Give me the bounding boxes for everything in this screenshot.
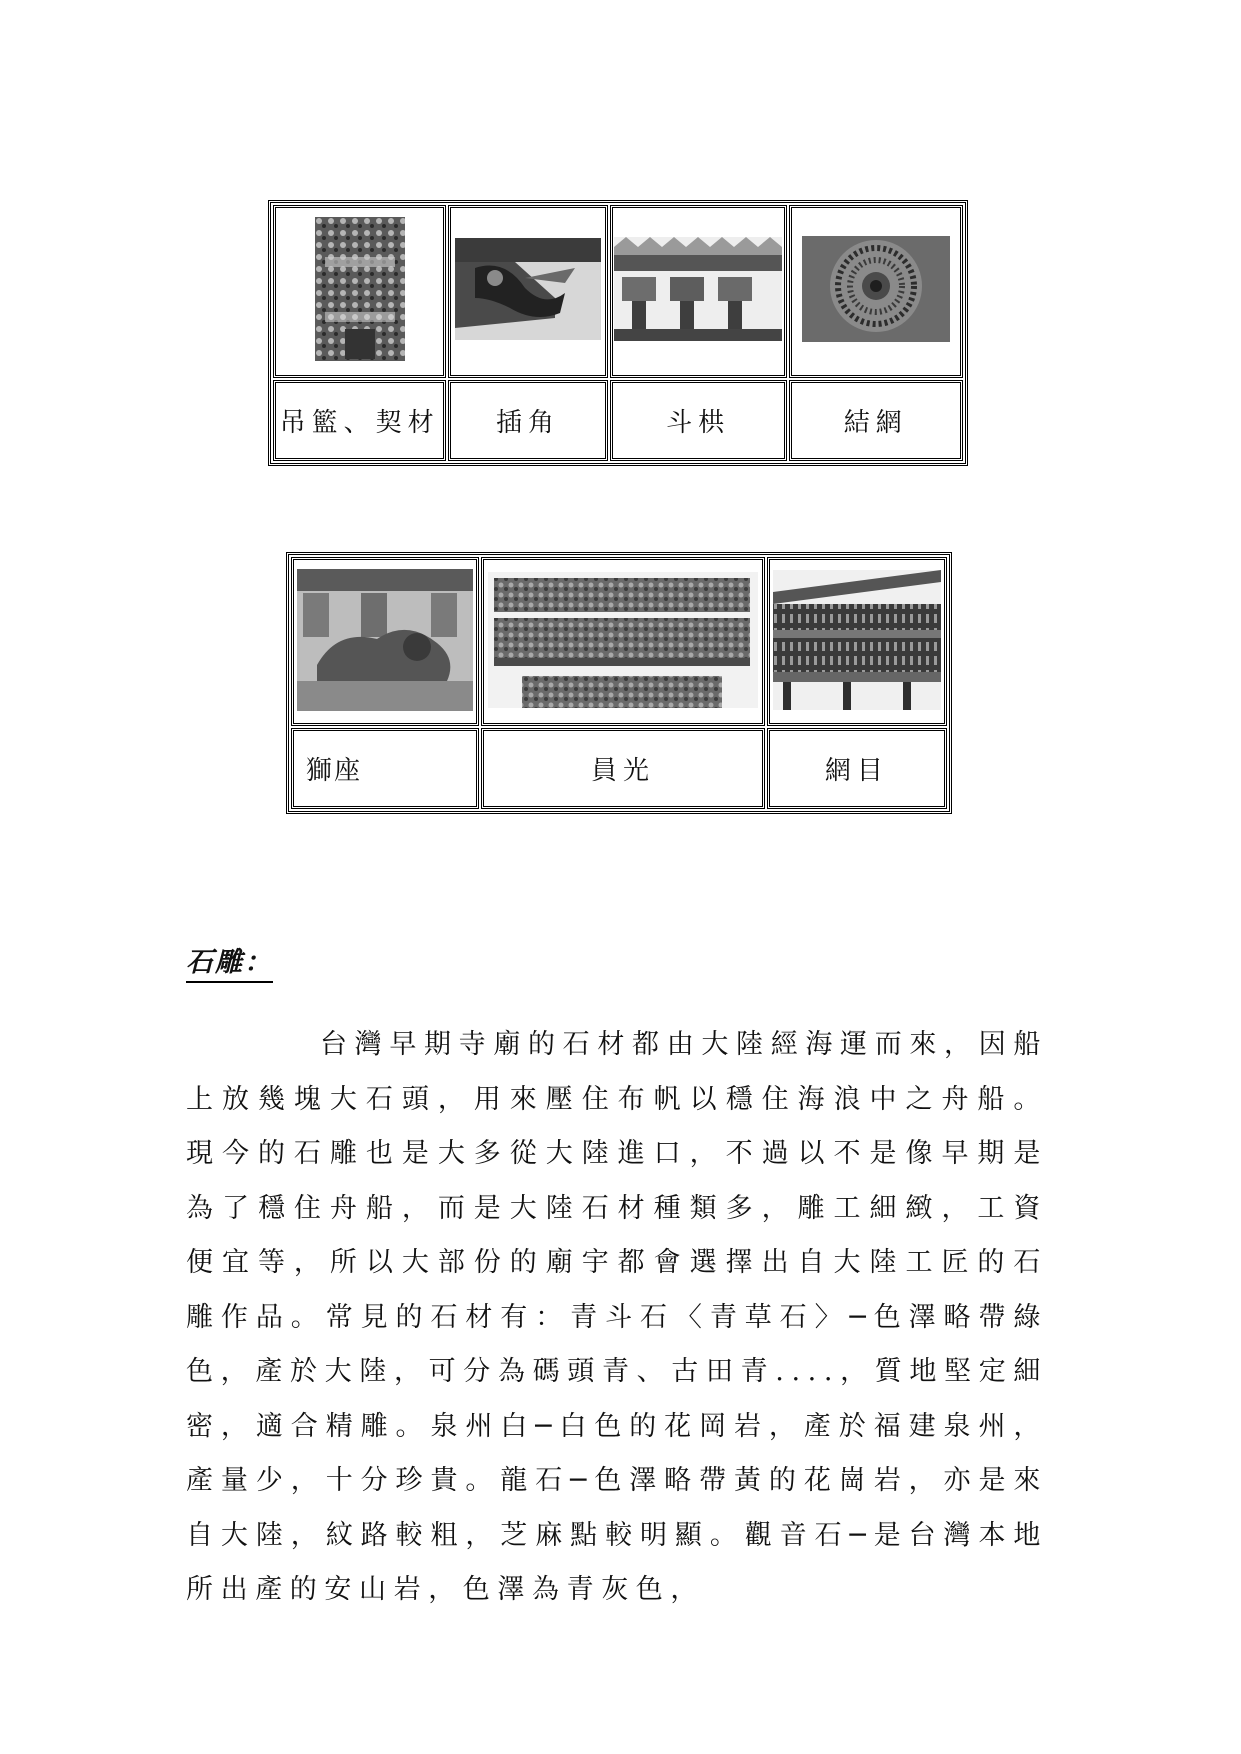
caption-dougong: 斗栱 [610, 380, 787, 461]
photo-cell [448, 205, 607, 378]
caption-caisson: 結網 [789, 380, 963, 461]
photo-cell [273, 205, 446, 378]
section-heading: 石雕： [186, 940, 273, 983]
wood-carving-figure-table [268, 200, 968, 466]
photo-cell [481, 557, 764, 726]
corner-brace-carving-photo [455, 238, 601, 340]
body-paragraph: 台灣早期寺廟的石材都由大陸經海運而來，因船上放幾塊大石頭，用來壓住布帆以穩住海浪中之舟船。現今的石雕也是大多從大陸進口，不過以不是像早期是為了穩住舟船，而是大陸石材種類多，雕工細緻，工資便宜等，所以大部份的廟宇都會選擇出自大陸工匠的石雕作品。常見的石材有：青斗石〈青草石〉─色澤略帶綠色，產於大陸，可分為碼頭青、古田青....，質地堅定細密，適合精雕。泉州白─白色的花岡岩，產於福建泉州，產量少，十分珍貴。龍石─色澤略帶黃的花崗岩，亦是來自大陸，紋路較粗，芝麻點較明顯。觀音石─是台灣本地所出產的安山岩，色澤為青灰色， [186, 1029, 1048, 1605]
caption-hanging-basket: 吊籃、契材 [273, 380, 446, 461]
section-body [186, 1018, 1048, 1618]
wood-carving-figure-table-2 [286, 552, 952, 814]
photo-cell [610, 205, 787, 378]
caisson-ceiling-photo [802, 236, 950, 342]
lion-seat-carving-photo [297, 569, 473, 711]
caption-yuanguang: 員光 [481, 728, 764, 809]
hanging-basket-carving-photo [315, 217, 405, 361]
yuanguang-beam-carving-photo [488, 572, 758, 708]
mesh-eaves-photo [773, 570, 941, 710]
photo-cell [291, 557, 479, 726]
caption-mesh: 網目 [767, 728, 947, 809]
caption-corner-brace: 插角 [448, 380, 607, 461]
dougong-bracket-photo [614, 237, 782, 341]
photo-cell [789, 205, 963, 378]
caption-lion-seat: 獅座 [291, 728, 479, 809]
photo-cell [767, 557, 947, 726]
